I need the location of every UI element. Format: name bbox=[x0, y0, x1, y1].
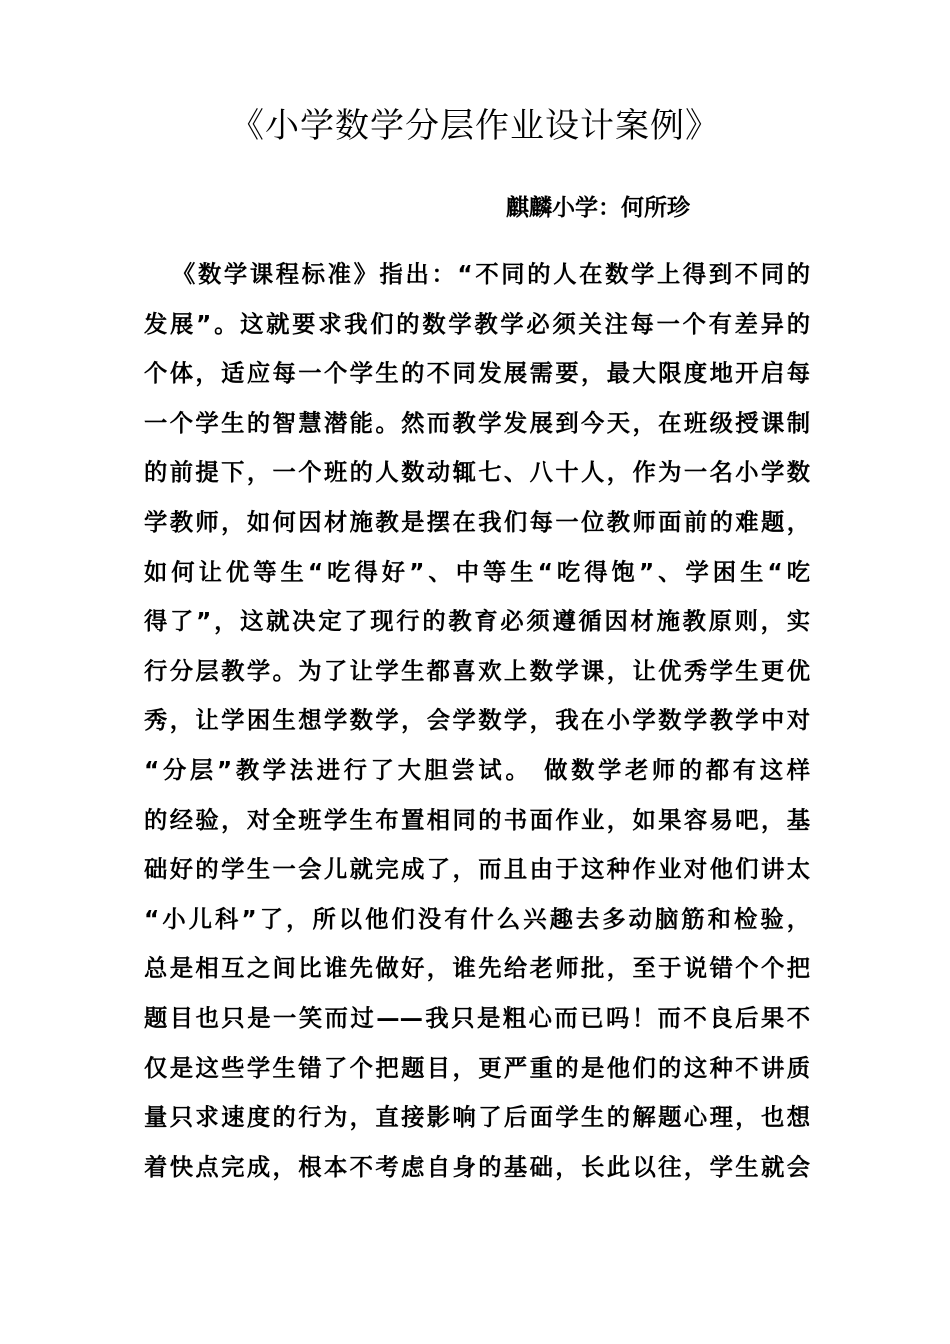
text-line: 仅是这些学生错了个把题目，更严重的是他们的这种不讲质 bbox=[144, 1054, 810, 1082]
document-author: 麒麟小学：何所珍 bbox=[506, 195, 690, 221]
text-line: “分层”教学法进行了大胆尝试。 做数学老师的都有这样 bbox=[144, 756, 810, 784]
text-line: 如何让优等生“吃得好”、中等生“吃得饱”、学困生“吃 bbox=[144, 558, 810, 586]
text-line: 《数学课程标准》指出：“不同的人在数学上得到不同的 bbox=[172, 261, 810, 288]
text-line: 学教师，如何因材施教是摆在我们每一位教师面前的难题， bbox=[144, 508, 810, 536]
body-paragraph bbox=[144, 250, 810, 1192]
text-line: 题目也只是一笑而过——我只是粗心而已吗！而不良后果不 bbox=[144, 1004, 810, 1032]
text-line: 得了”，这就决定了现行的教育必须遵循因材施教原则，实 bbox=[144, 608, 810, 636]
text-line: “小儿科”了，所以他们没有什么兴趣去多动脑筋和检验， bbox=[144, 905, 810, 933]
text-line: 的经验，对全班学生布置相同的书面作业，如果容易吧，基 bbox=[144, 806, 810, 834]
text-line: 秀，让学困生想学数学，会学数学，我在小学数学教学中对 bbox=[144, 707, 810, 735]
text-line: 础好的学生一会儿就完成了，而且由于这种作业对他们讲太 bbox=[144, 856, 810, 884]
document-title: 《小学数学分层作业设计案例》 bbox=[230, 106, 720, 146]
text-line: 个体，适应每一个学生的不同发展需要，最大限度地开启每 bbox=[144, 360, 810, 388]
text-line: 行分层教学。为了让学生都喜欢上数学课，让优秀学生更优 bbox=[144, 657, 810, 685]
text-line: 着快点完成，根本不考虑自身的基础，长此以往，学生就会 bbox=[144, 1153, 810, 1181]
text-line: 一个学生的智慧潜能。然而教学发展到今天，在班级授课制 bbox=[144, 409, 810, 437]
text-line: 总是相互之间比谁先做好，谁先给老师批，至于说错个个把 bbox=[144, 955, 810, 983]
text-line: 量只求速度的行为，直接影响了后面学生的解题心理，也想 bbox=[144, 1104, 810, 1132]
text-line: 发展”。这就要求我们的数学教学必须关注每一个有差异的 bbox=[144, 310, 810, 338]
text-line: 的前提下，一个班的人数动辄七、八十人，作为一名小学数 bbox=[144, 459, 810, 487]
